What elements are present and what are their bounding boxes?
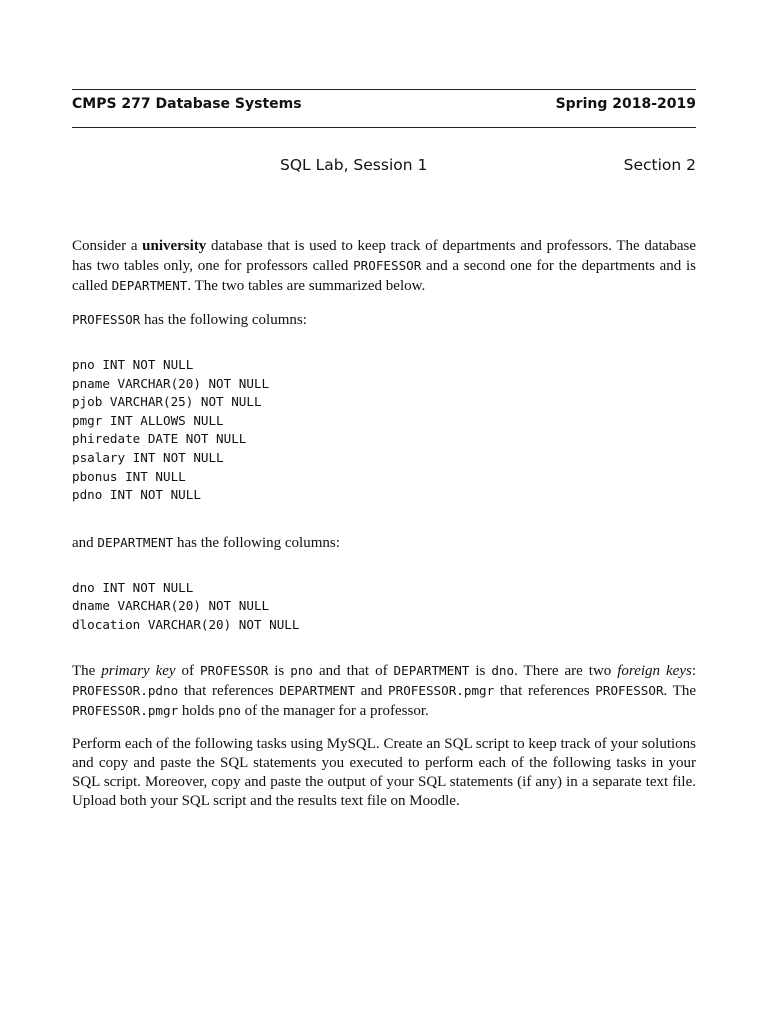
- intro-paragraph: Consider a university database that is used to keep track of departments and professors. The database has two tables only, one for professors called PROFESSOR and a second one for the departments and is called DEPARTMENT. The two tables are summarized below.: [72, 238, 696, 294]
- column-def: dno INT NOT NULL: [72, 579, 194, 595]
- column-def: psalary INT NOT NULL: [72, 449, 224, 465]
- professor-heading: PROFESSOR has the following columns:: [72, 312, 307, 328]
- column-def: phiredate DATE NOT NULL: [72, 431, 247, 447]
- professor-table-name: PROFESSOR: [353, 258, 422, 273]
- column-def: pno INT NOT NULL: [72, 357, 194, 372]
- term: Spring 2018-2019: [555, 96, 696, 112]
- document-body: [72, 237, 696, 811]
- column-def: dlocation VARCHAR(20) NOT NULL: [72, 616, 300, 632]
- column-def: pname VARCHAR(20) NOT NULL: [72, 375, 270, 391]
- section-label: Section 2: [623, 156, 696, 174]
- keys-paragraph: The primary key of PROFESSOR is pno and that of DEPARTMENT is dno. There are two foreign keys: PROFESSOR.pdno that references DEPARTMENT and PROFESSOR.pmgr that references PROFESSOR. The PROFESSOR.pmgr holds pno of the manager for a professor.: [72, 662, 696, 719]
- university-term: university: [142, 238, 207, 254]
- department-table-name: DEPARTMENT: [111, 278, 188, 293]
- header-bottom-rule: [72, 127, 696, 128]
- header-top-rule: [72, 89, 696, 90]
- professor-columns-list: [72, 356, 696, 505]
- department-heading: and DEPARTMENT has the following columns:: [72, 534, 340, 551]
- column-def: pjob VARCHAR(25) NOT NULL: [72, 394, 262, 410]
- course-title: CMPS 277 Database Systems: [72, 96, 302, 112]
- column-def: pdno INT NOT NULL: [72, 487, 201, 503]
- column-def: dname VARCHAR(20) NOT NULL: [72, 598, 270, 614]
- column-def: pbonus INT NULL: [72, 468, 186, 484]
- instructions-paragraph: Perform each of the following tasks using MySQL. Create an SQL script to keep track of your solutions and copy and paste the SQL statements you executed to perform each of the following tasks in your SQL script. Moreover, copy and paste the output of your SQL statements (if any) in a separate text file. Upload both your SQL script and the results text file on Moodle.: [72, 735, 696, 809]
- lab-title: SQL Lab, Session 1: [280, 156, 428, 174]
- column-def: pmgr INT ALLOWS NULL: [72, 412, 224, 428]
- department-columns-list: [72, 579, 696, 635]
